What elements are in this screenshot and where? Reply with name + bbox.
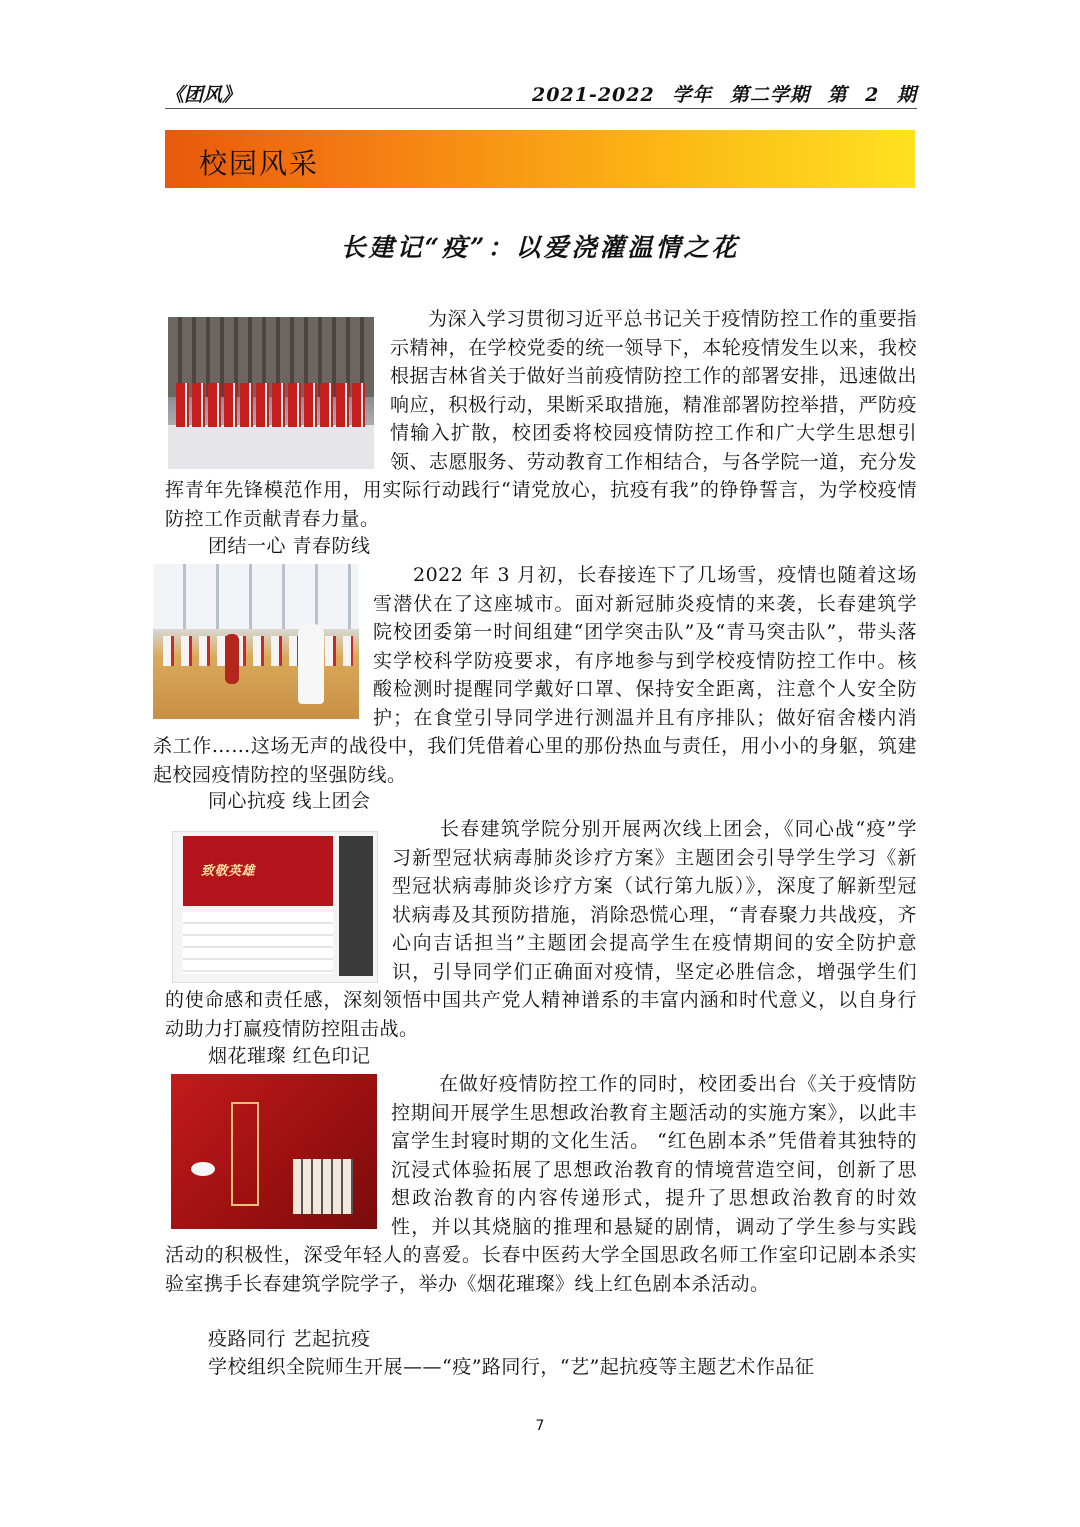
section-banner — [165, 130, 915, 188]
script-game-book-photo — [171, 1074, 377, 1229]
section5-heading: 疫路同行 艺起抗疫 — [208, 1328, 371, 1350]
online-meeting-screenshot — [172, 831, 378, 983]
section4-heading: 烟花璀璨 红色印记 — [208, 1045, 371, 1067]
section3-text: 长春建筑学院分别开展两次线上团会，《同心战“疫”学习新型冠状病毒肺炎诊疗方案》主题团会引导学生学习《新型冠状病毒肺炎诊疗方案（试行第九版）》，深度了解新型冠状病毒及其预防措施，消除恐慌心理，“青春聚力共战疫，齐心向吉话担当”主题团会提高学生在疫情期间的安全防护意识，引导同学们正确面对疫情，坚定必胜信念，增强学生们的使命感和责任感，深刻领悟中国共产党人精神谱系的丰富内涵和时代意义，以自身行动助力打赢疫情防控阻击战。 — [165, 818, 917, 1040]
journal-name: 《团风》 — [165, 84, 242, 106]
issue-info: 2021-2022 学年 第二学期 第 2 期 — [532, 84, 917, 106]
section2-text: 2022 年 3 月初，长春接连下了几场雪，疫情也随着这场雪潜伏在了这座城市。面对新冠肺炎疫情的来袭，长春建筑学院校团委第一时间组建“团学突击队”及“青马突击队”，带头落实学校科学防疫要求，有序地参与到学校疫情防控工作中。核酸检测时提醒同学戴好口罩、保持安全距离，注意个人安全防护；在食堂引导同学进行测温并且有序排队；做好宿舍楼内消杀工作……这场无声的战役中，我们凭借着心里的那份热血与责任，用小小的身躯，筑建起校园疫情防控的坚强防线。 — [153, 564, 917, 786]
section3-paragraph — [165, 815, 917, 1043]
section2-paragraph — [153, 561, 917, 789]
section1-text: 为深入学习贯彻习近平总书记关于疫情防控工作的重要指示精神，在学校党委的统一领导下，本轮疫情发生以来，我校根据吉林省关于做好当前疫情防控工作的部署安排，迅速做出响应，积极行动，果断采取措施，精准部署防控举措，严防疫情输入扩散，校团委将校园疫情防控工作和广大学生思想引领、志愿服务、劳动教育工作相结合，与各学院一道，充分发挥青年先锋模范作用，用实际行动践行“请党放心，抗疫有我”的铮铮誓言，为学校疫情防控工作贡献青春力量。 — [165, 308, 917, 530]
section1-paragraph — [165, 305, 917, 533]
banner-title: 校园风采 — [199, 147, 320, 180]
screen-caption: 致敬英雄 — [201, 864, 256, 879]
section4-paragraph — [165, 1070, 917, 1298]
section5-paragraph — [165, 1353, 917, 1382]
gym-testing-photo — [153, 564, 359, 719]
page-number: 7 — [535, 1418, 545, 1434]
page-header — [165, 78, 917, 109]
volunteers-photo — [168, 317, 374, 469]
section5-text: 学校组织全院师生开展——“疫”路同行，“艺”起抗疫等主题艺术作品征 — [208, 1356, 815, 1378]
section4-text: 在做好疫情防控工作的同时，校团委出台《关于疫情防控期间开展学生思想政治教育主题活动的实施方案》，以此丰富学生封寝时期的文化生活。 “红色剧本杀”凭借着其独特的沉浸式体验拓展了思想政治教育的情境营造空间，创新了思想政治教育的内容传递形式，提升了思想政治教育的时效性，并以其烧脑的推理和悬疑的剧情，调动了学生参与实践活动的积极性，深受年轻人的喜爱。长春中医药大学全国思政名师工作室印记剧本杀实验室携手长春建筑学院学子，举办《烟花璀璨》线上红色剧本杀活动。 — [165, 1073, 917, 1295]
section2-heading: 团结一心 青春防线 — [208, 535, 371, 557]
article-title: 长建记“疫”：以爱浇灌温情之花 — [340, 233, 740, 262]
section3-heading: 同心抗疫 线上团会 — [208, 790, 371, 812]
